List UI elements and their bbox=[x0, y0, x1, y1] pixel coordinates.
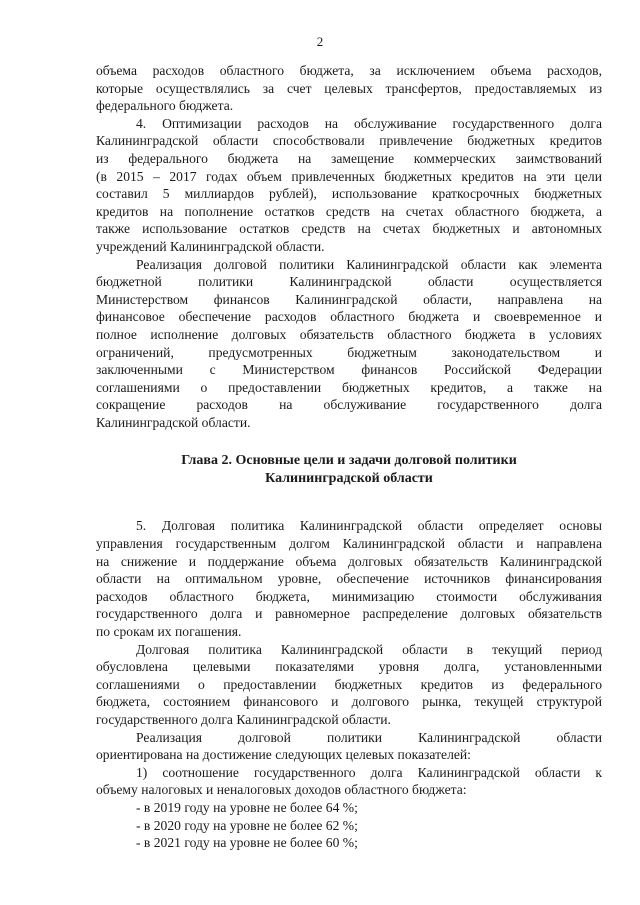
text-line: ограничений, предусмотренных бюджетным законодательством и bbox=[96, 344, 602, 360]
text-line: Министерством финансов Калининградской области, направлена на bbox=[96, 291, 602, 307]
text-line: бюджетной политики Калининградской области осуществляется bbox=[96, 274, 602, 290]
text-line: учреждений Калининградской области. bbox=[96, 238, 325, 254]
paragraph bbox=[96, 256, 602, 432]
text-line: Долговая политика Калининградской области в текущий период bbox=[136, 641, 602, 657]
paragraph bbox=[96, 729, 602, 764]
text-line: соглашениями о предоставлении бюджетных кредитов из федерального bbox=[96, 676, 602, 692]
text-line: на снижение и поддержание объема долговых обязательств Калининградской bbox=[96, 553, 602, 569]
text-line: 5. Долговая политика Калининградской области определяет основы bbox=[136, 518, 602, 534]
text-line: федерального бюджета. bbox=[96, 98, 234, 114]
list-item: - в 2019 году на уровне не более 64 %; bbox=[136, 799, 358, 815]
chapter-heading-line-2: Калининградской области bbox=[265, 471, 433, 487]
list-item: - в 2020 году на уровне не более 62 %; bbox=[136, 817, 358, 833]
text-line: финансовое обеспечение расходов областного бюджета и своевременное и bbox=[96, 309, 602, 325]
paragraph bbox=[96, 115, 602, 256]
target-list bbox=[96, 799, 602, 852]
page-number: 2 bbox=[316, 34, 324, 49]
text-line: государственного долга и равномерное распределение долговых обязательств bbox=[96, 606, 602, 622]
text-line: ориентирована на достижение следующих целевых показателей: bbox=[96, 747, 471, 763]
text-line: 1) соотношение государственного долга Калининградской области к bbox=[136, 764, 602, 780]
text-line: сокращение расходов на обслуживание государственного долга bbox=[96, 397, 602, 413]
text-line: по срокам их погашения. bbox=[96, 624, 242, 640]
text-line: которые осуществлялись за счет целевых трансфертов, предоставляемых из bbox=[96, 80, 602, 96]
text-line: области на оптимальном уровне, обеспечение источников финансирования bbox=[96, 571, 602, 587]
text-line: Реализация долговой политики Калининградской области bbox=[136, 729, 602, 745]
paragraph bbox=[96, 764, 602, 799]
text-block-bottom bbox=[96, 517, 602, 799]
text-line: бюджета, состоянием финансового и долгового рынка, текущей структурой bbox=[96, 694, 602, 710]
text-line: управления государственным долгом Калининградской области и направлена bbox=[96, 536, 602, 552]
text-line: кредитов на пополнение остатков средств на счетах областного бюджета, а bbox=[96, 203, 602, 219]
list-item: - в 2021 году на уровне не более 60 %; bbox=[136, 835, 358, 851]
text-line: соглашениями о предоставлении бюджетных кредитов, а также на bbox=[96, 379, 602, 395]
text-line: также использование остатков средств на счетах бюджетных и автономных bbox=[96, 221, 602, 237]
chapter-heading-line-1: Глава 2. Основные цели и задачи долговой политики bbox=[181, 453, 517, 469]
paragraph bbox=[96, 517, 602, 640]
text-line: объему налоговых и неналоговых доходов областного бюджета: bbox=[96, 782, 467, 798]
text-line: Калининградской области способствовали привлечение бюджетных кредитов bbox=[96, 133, 602, 149]
text-line: заключенными с Министерством финансов Российской Федерации bbox=[96, 362, 602, 378]
text-line: 4. Оптимизации расходов на обслуживание государственного долга bbox=[136, 115, 602, 131]
paragraph bbox=[96, 641, 602, 729]
text-line: Калининградской области. bbox=[96, 414, 251, 430]
paragraph bbox=[96, 62, 602, 115]
text-line: Реализация долговой политики Калининградской области как элемента bbox=[136, 256, 602, 272]
document-body bbox=[96, 62, 602, 852]
text-block-top bbox=[96, 62, 602, 431]
text-line: обусловлена целевыми показателями уровня долга, установленными bbox=[96, 659, 602, 675]
text-line: объема расходов областного бюджета, за исключением объема расходов, bbox=[96, 63, 602, 78]
text-line: (в 2015 – 2017 годах объем привлеченных бюджетных кредитов на эти цели bbox=[96, 168, 602, 184]
text-line: полное исполнение долговых обязательств областного бюджета в условиях bbox=[96, 326, 602, 342]
text-line: из федерального бюджета на замещение коммерческих заимствований bbox=[96, 150, 602, 166]
text-line: составил 5 миллиардов рублей), использование краткосрочных бюджетных bbox=[96, 186, 602, 202]
text-line: расходов областного бюджета, минимизацию стоимости обслуживания bbox=[96, 588, 602, 604]
text-line: государственного долга Калининградской области. bbox=[96, 712, 391, 727]
